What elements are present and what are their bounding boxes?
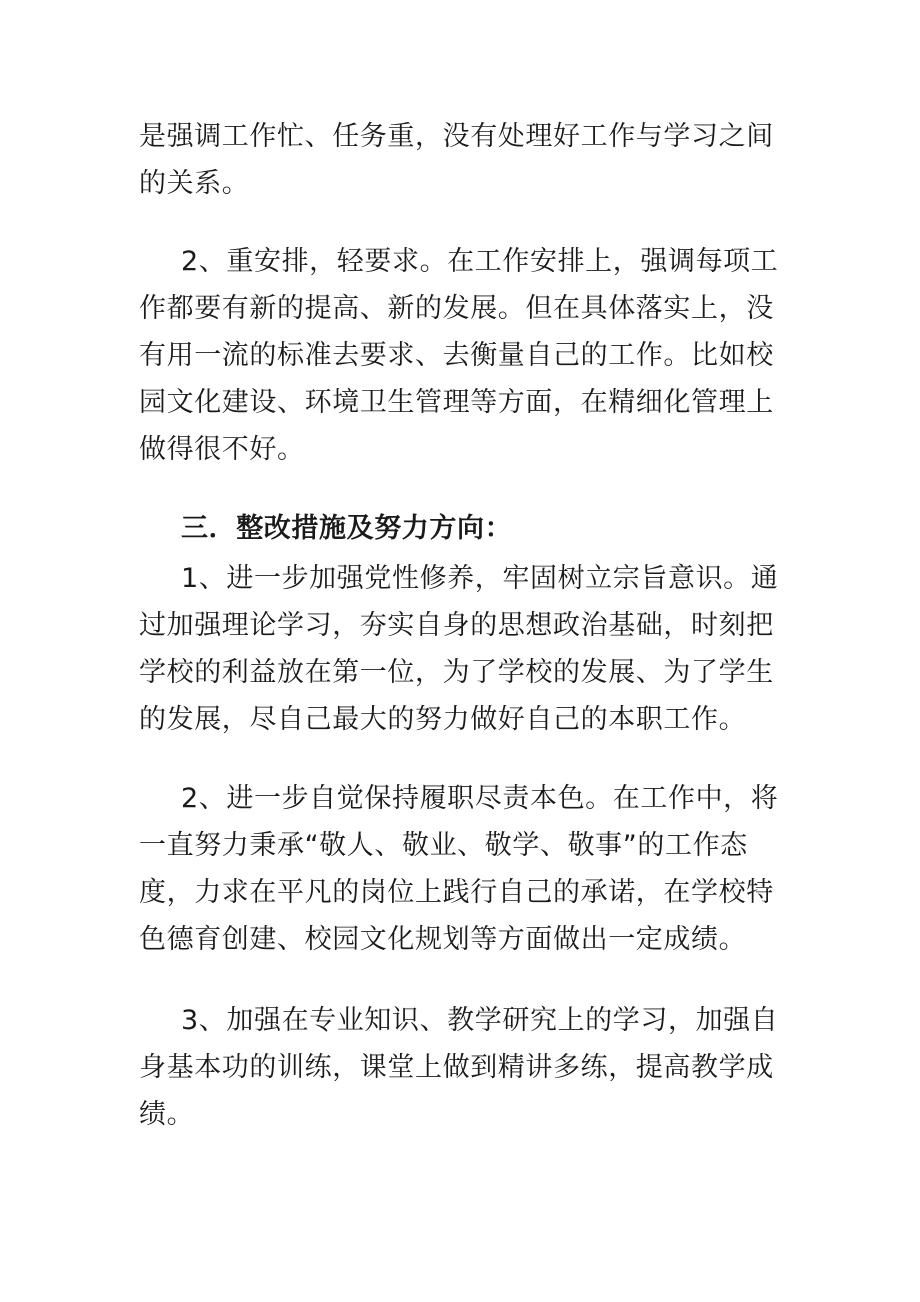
- section-heading-rectification-measures: 三．整改措施及努力方向：: [181, 513, 513, 544]
- paragraph-relationship-of-work-and-study: 是强调工作忙、任务重，没有处理好工作与学习之间的关系。: [139, 121, 774, 199]
- paragraph-professional-study: 3、加强在专业知识、教学研究上的学习，加强自身基本功的训练，课堂上做到精讲多练，提高教学成绩。: [139, 1005, 779, 1130]
- paragraph-duty-fulfillment: 2、进一步自觉保持履职尽责本色。在工作中，将一直努力秉承“敬人、敬业、敬学、敬事”的工作态度，力求在平凡的岗位上践行自己的承诺，在学校特色德育创建、校园文化规划等方面做出一定成绩。: [139, 783, 779, 955]
- paragraph-party-spirit: 1、进一步加强党性修养，牢固树立宗旨意识。通过加强理论学习，夯实自身的思想政治基础，时刻把学校的利益放在第一位，为了学校的发展、为了学生的发展，尽自己最大的努力做好自己的本职工作。: [139, 563, 779, 735]
- paragraph-arrangement-over-requirement: 2、重安排，轻要求。在工作安排上，强调每项工作都要有新的提高、新的发展。但在具体落实上，没有用一流的标准去要求、去衡量自己的工作。比如校园文化建设、环境卫生管理等方面，在精细化管理上做得很不好。: [139, 246, 779, 465]
